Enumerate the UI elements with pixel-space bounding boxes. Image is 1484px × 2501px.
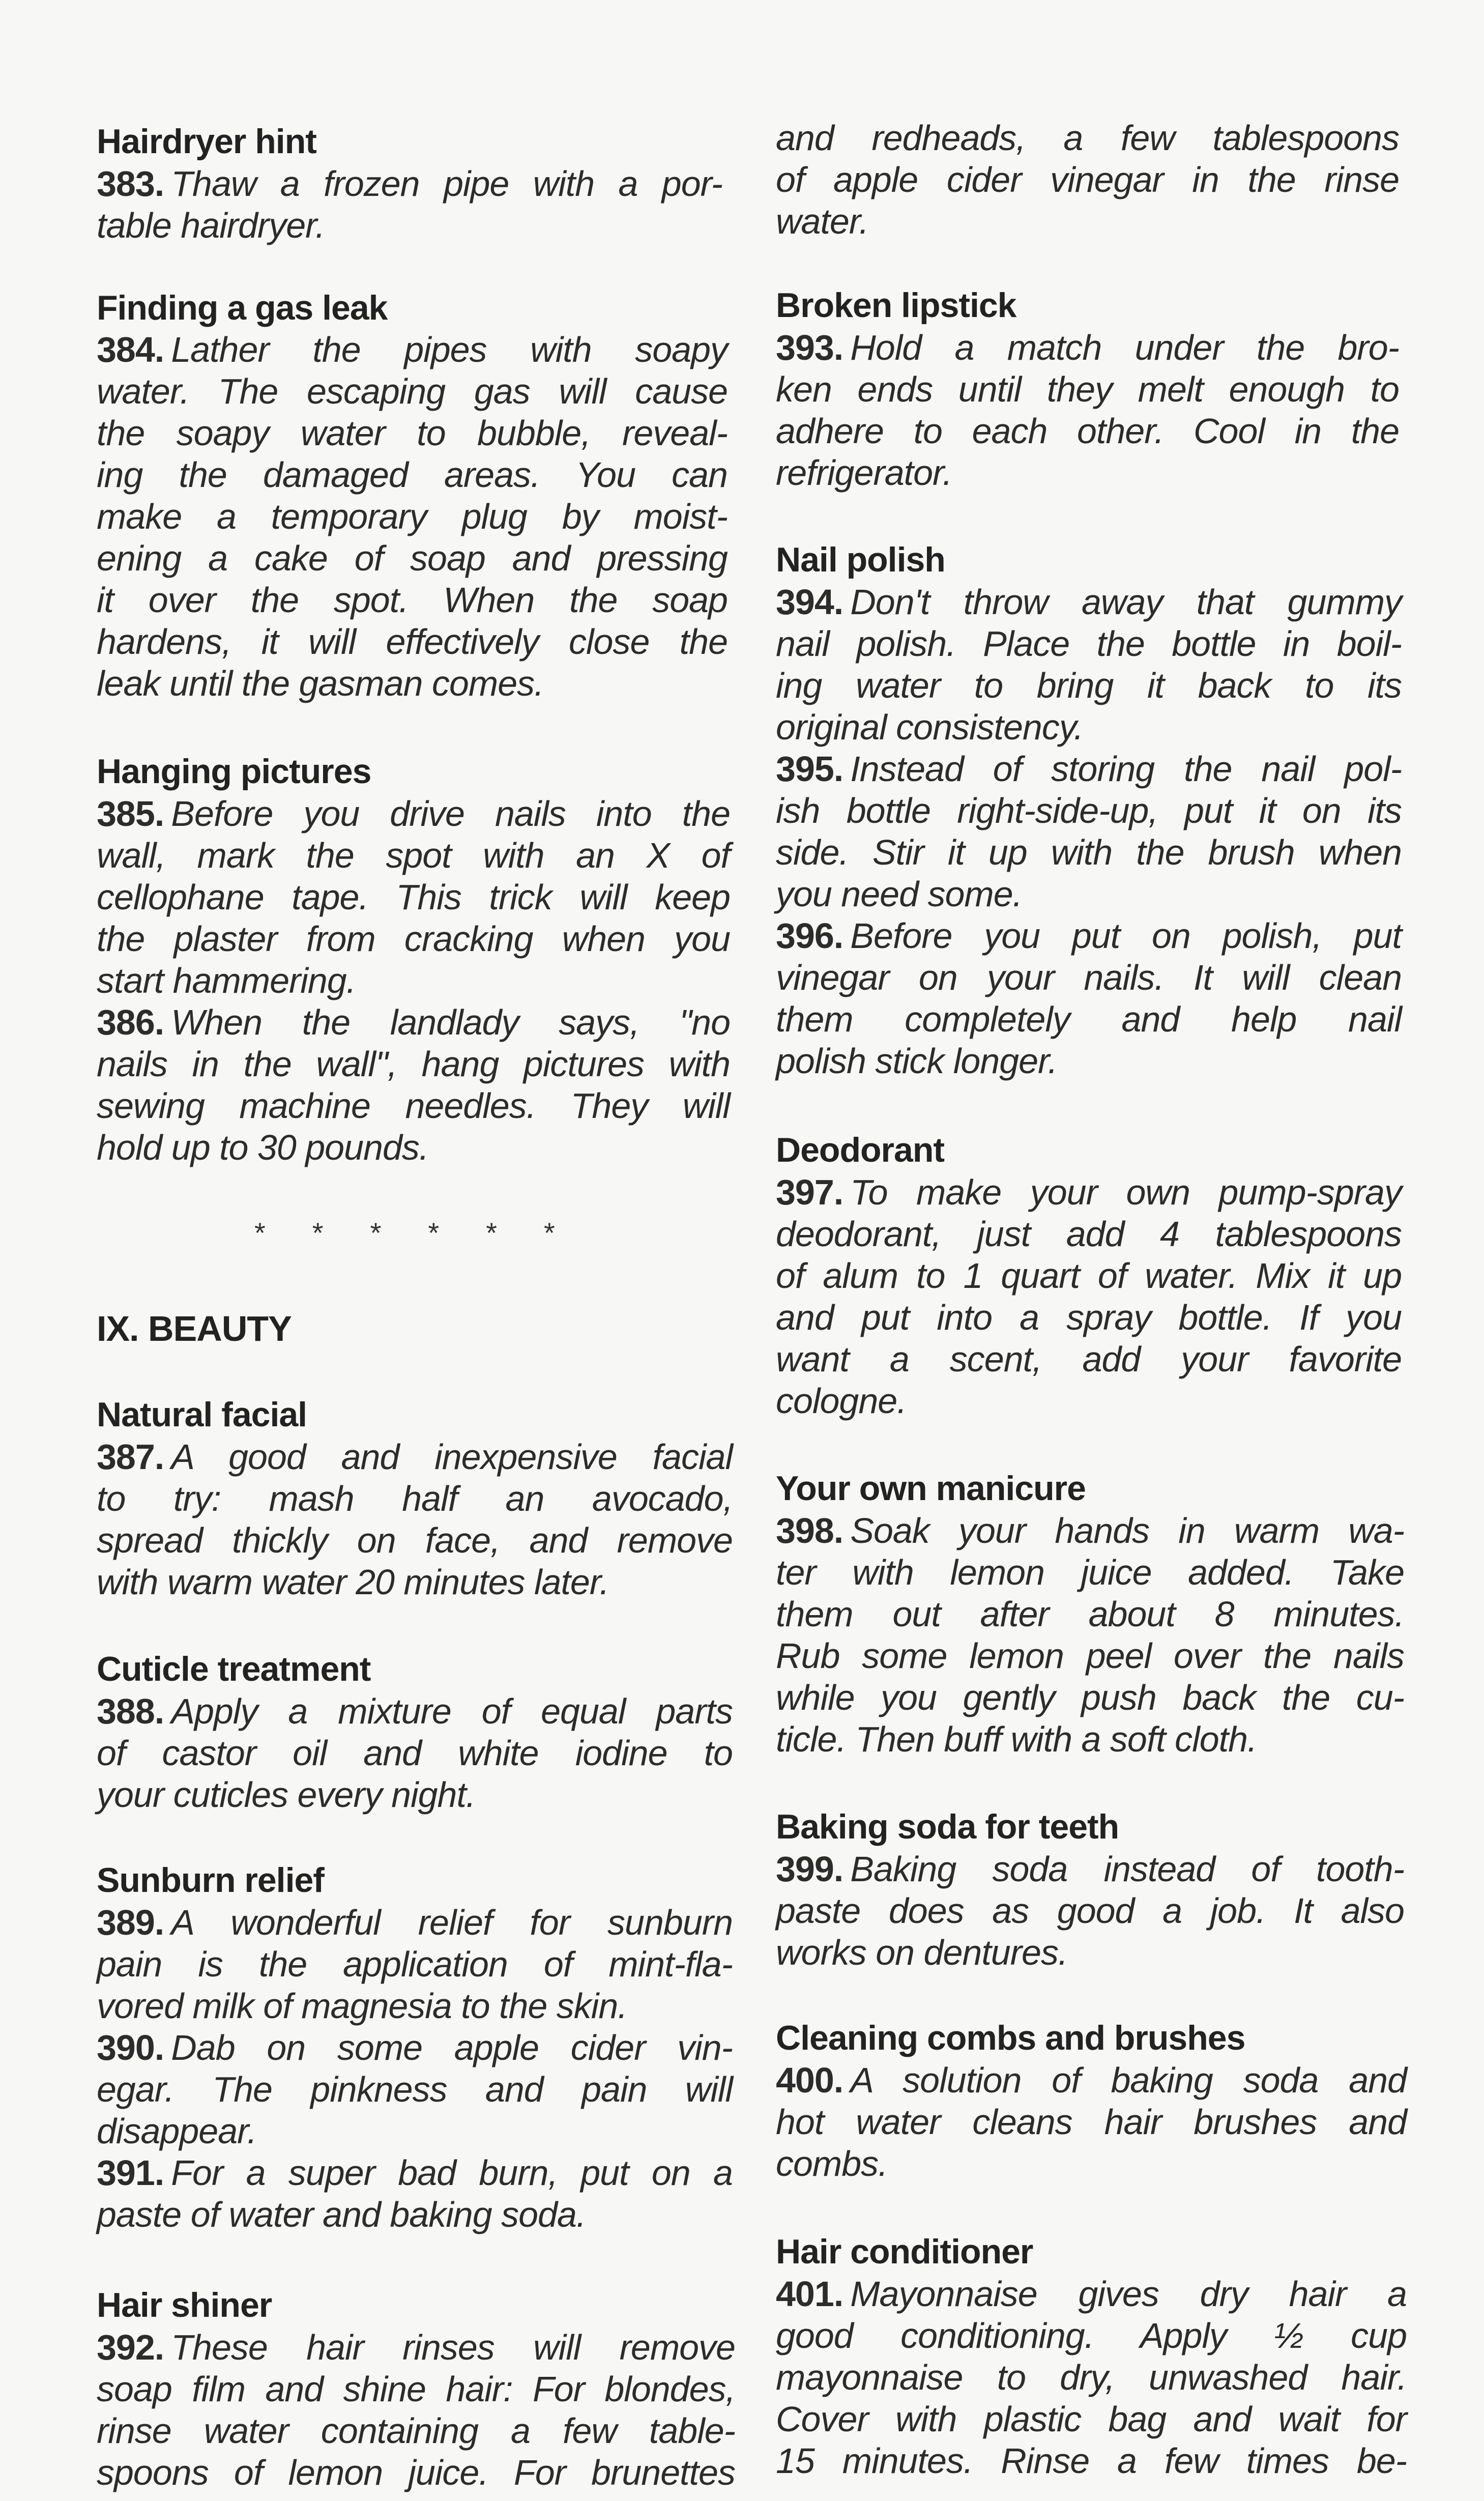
tip-401-line: 15 minutes. Rinse a few times be-: [776, 2441, 1407, 2481]
tip-390-line: disappear.: [97, 2111, 257, 2151]
heading-hanging-pictures: Hanging pictures: [97, 752, 371, 791]
tip-401-line: 401. Mayonnaise gives dry hair a: [776, 2274, 1407, 2314]
tip-400-line: hot water cleans hair brushes and: [776, 2102, 1407, 2142]
tip-398-line: Rub some lemon peel over the nails: [776, 1636, 1404, 1676]
tip-386-line: hold up to 30 pounds.: [97, 1128, 429, 1167]
tip-391-line: paste of water and baking soda.: [97, 2195, 586, 2234]
tip-383-line: 383. Thaw a frozen pipe with a por-: [97, 164, 722, 204]
tip-397-line: of alum to 1 quart of water. Mix it up: [776, 1256, 1402, 1296]
tip-384-line: ening a cake of soap and pressing: [97, 538, 728, 578]
tip-401-line: good conditioning. Apply ½ cup: [776, 2316, 1407, 2355]
tip-386-line: sewing machine needles. They will: [97, 1086, 730, 1126]
separator-star: *: [370, 1217, 382, 1249]
tip-385-line: 385. Before you drive nails into the: [97, 794, 730, 833]
tip-number: 399.: [776, 1849, 843, 1889]
tip-number: 386.: [97, 1002, 164, 1042]
tip-392-continued-line: water.: [776, 202, 869, 241]
tip-389-line: pain is the application of mint-fla-: [97, 1944, 733, 1984]
tip-393-line: refrigerator.: [776, 453, 952, 493]
tip-392-line: spoons of lemon juice. For brunettes: [97, 2453, 735, 2492]
heading-finding-gas-leak: Finding a gas leak: [97, 289, 388, 327]
tip-388-line: of castor oil and white iodine to: [97, 1733, 733, 1773]
tip-392-line: rinse water containing a few table-: [97, 2411, 735, 2451]
tip-398-line: them out after about 8 minutes.: [776, 1594, 1404, 1634]
separator-star: *: [486, 1217, 497, 1249]
tip-number: 391.: [97, 2153, 164, 2193]
tip-388-line: your cuticles every night.: [97, 1775, 476, 1815]
tip-384-line: make a temporary plug by moist-: [97, 497, 728, 536]
tip-385-line: the plaster from cracking when you: [97, 919, 730, 959]
tip-number: 401.: [776, 2274, 843, 2314]
tip-387-line: 387. A good and inexpensive facial: [97, 1437, 733, 1477]
tip-397-line: deodorant, just add 4 tablespoons: [776, 1214, 1402, 1254]
tip-number: 394.: [776, 582, 843, 622]
tip-397-line: cologne.: [776, 1381, 907, 1421]
tip-386-line: 386. When the landlady says, "no: [97, 1002, 730, 1042]
tip-387-line: to try: mash half an avocado,: [97, 1479, 733, 1518]
tip-393-line: ken ends until they melt enough to: [776, 369, 1399, 409]
tip-385-line: cellophane tape. This trick will keep: [97, 877, 730, 917]
tip-384-line: water. The escaping gas will cause: [97, 371, 728, 411]
separator-star: *: [428, 1217, 440, 1249]
tip-389-line: 389. A wonderful relief for sunburn: [97, 1903, 733, 1942]
tip-number: 384.: [97, 330, 164, 369]
heading-natural-facial: Natural facial: [97, 1395, 307, 1434]
tip-number: 395.: [776, 749, 843, 789]
tip-395-line: 395. Instead of storing the nail pol-: [776, 749, 1402, 789]
tip-401-line: Cover with plastic bag and wait for: [776, 2399, 1407, 2439]
tip-387-line: spread thickly on face, and remove: [97, 1520, 733, 1560]
tip-396-line: vinegar on your nails. It will clean: [776, 958, 1402, 997]
section-title-beauty: IX. BEAUTY: [97, 1309, 292, 1348]
tip-385-line: wall, mark the spot with an X of: [97, 836, 730, 875]
heading-broken-lipstick: Broken lipstick: [776, 286, 1016, 325]
tip-396-line: them completely and help nail: [776, 999, 1402, 1039]
tip-392-line: 392. These hair rinses will remove: [97, 2327, 735, 2367]
tip-395-line: side. Stir it up with the brush when: [776, 832, 1402, 872]
tip-393-line: adhere to each other. Cool in the: [776, 411, 1399, 451]
tip-389-line: vored milk of magnesia to the skin.: [97, 1986, 627, 2026]
heading-hair-shiner: Hair shiner: [97, 2286, 272, 2324]
tip-394-line: nail polish. Place the bottle in boil-: [776, 624, 1402, 664]
tip-399-line: 399. Baking soda instead of tooth-: [776, 1849, 1404, 1889]
tip-395-line: you need some.: [776, 874, 1023, 914]
tip-385-line: start hammering.: [97, 961, 356, 1000]
heading-cuticle-treatment: Cuticle treatment: [97, 1650, 371, 1688]
tip-390-line: 390. Dab on some apple cider vin-: [97, 2028, 733, 2067]
tip-394-line: ing water to bring it back to its: [776, 666, 1402, 705]
tip-384-line: 384. Lather the pipes with soapy: [97, 330, 728, 369]
heading-nail-polish: Nail polish: [776, 540, 945, 579]
tip-number: 385.: [97, 794, 164, 833]
tip-number: 387.: [97, 1437, 164, 1477]
tip-number: 396.: [776, 916, 843, 956]
tip-394-line: 394. Don't throw away that gummy: [776, 582, 1402, 622]
tip-400-line: 400. A solution of baking soda and: [776, 2060, 1407, 2100]
tip-number: 390.: [97, 2028, 164, 2067]
separator-star: *: [543, 1217, 555, 1249]
section-separator: [254, 1219, 555, 1247]
heading-cleaning-combs-and-brushes: Cleaning combs and brushes: [776, 2019, 1245, 2057]
tip-396-line: polish stick longer.: [776, 1041, 1058, 1081]
tip-398-line: while you gently push back the cu-: [776, 1678, 1404, 1717]
heading-hair-conditioner: Hair conditioner: [776, 2232, 1033, 2271]
tip-number: 388.: [97, 1691, 164, 1731]
tip-399-line: works on dentures.: [776, 1933, 1068, 1972]
tip-401-line: mayonnaise to dry, unwashed hair.: [776, 2358, 1407, 2397]
tip-number: 393.: [776, 328, 843, 367]
tip-398-line: 398. Soak your hands in warm wa-: [776, 1511, 1404, 1550]
tip-398-line: ter with lemon juice added. Take: [776, 1553, 1404, 1592]
tip-384-line: the soapy water to bubble, reveal-: [97, 413, 728, 453]
heading-deodorant: Deodorant: [776, 1131, 944, 1169]
tip-386-line: nails in the wall", hang pictures with: [97, 1044, 730, 1084]
tip-number: 400.: [776, 2060, 843, 2100]
tip-384-line: ing the damaged areas. You can: [97, 455, 728, 495]
tip-388-line: 388. Apply a mixture of equal parts: [97, 1691, 733, 1731]
tip-384-line: it over the spot. When the soap: [97, 580, 728, 620]
tip-397-line: 397. To make your own pump-spray: [776, 1172, 1402, 1212]
tip-396-line: 396. Before you put on polish, put: [776, 916, 1402, 956]
tip-392-continued-line: and redheads, a few tablespoons: [776, 118, 1399, 158]
tip-391-line: 391. For a super bad burn, put on a: [97, 2153, 733, 2193]
tip-394-line: original consistency.: [776, 707, 1084, 747]
heading-baking-soda-for-teeth: Baking soda for teeth: [776, 1807, 1119, 1846]
tip-400-line: combs.: [776, 2144, 888, 2183]
separator-star: *: [254, 1217, 266, 1249]
heading-hairdryer-hint: Hairdryer hint: [97, 122, 316, 161]
tip-number: 397.: [776, 1172, 843, 1212]
tip-398-line: ticle. Then buff with a soft cloth.: [776, 1719, 1257, 1759]
tip-number: 398.: [776, 1511, 843, 1550]
heading-sunburn-relief: Sunburn relief: [97, 1861, 324, 1900]
tip-number: 389.: [97, 1903, 164, 1942]
heading-your-own-manicure: Your own manicure: [776, 1469, 1086, 1508]
tip-number: 392.: [97, 2327, 164, 2367]
tip-397-line: and put into a spray bottle. If you: [776, 1298, 1402, 1337]
tip-387-line: with warm water 20 minutes later.: [97, 1562, 609, 1602]
tip-392-line: soap film and shine hair: For blondes,: [97, 2369, 735, 2409]
tip-397-line: want a scent, add your favorite: [776, 1339, 1402, 1379]
tip-383-line: table hairdryer.: [97, 206, 325, 245]
tip-384-line: leak until the gasman comes.: [97, 664, 544, 703]
tip-392-continued-line: of apple cider vinegar in the rinse: [776, 160, 1399, 199]
tip-384-line: hardens, it will effectively close the: [97, 622, 728, 662]
tip-393-line: 393. Hold a match under the bro-: [776, 328, 1399, 367]
tip-399-line: paste does as good a job. It also: [776, 1891, 1404, 1931]
tip-number: 383.: [97, 164, 164, 204]
tip-390-line: egar. The pinkness and pain will: [97, 2069, 733, 2109]
tip-395-line: ish bottle right-side-up, put it on its: [776, 791, 1402, 830]
separator-star: *: [312, 1217, 324, 1249]
